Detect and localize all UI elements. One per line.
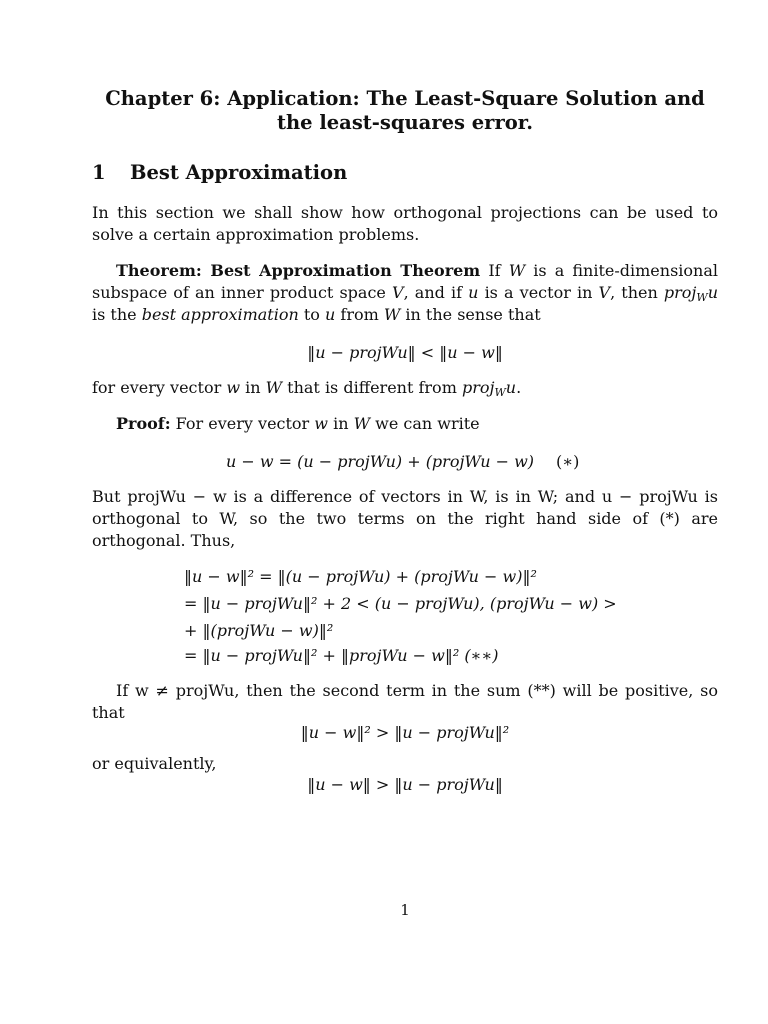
section-title: Best Approximation <box>130 161 348 184</box>
math-symbol: W <box>265 378 283 397</box>
math-symbol: W <box>353 414 371 433</box>
theorem-paragraph <box>92 260 718 326</box>
emphasis-text: best approximation <box>141 305 299 324</box>
body-text: For every vector <box>170 414 315 433</box>
derivation-line: ‖u − w‖² = ‖(u − projWu) + (projWu − w)‖² <box>184 567 537 586</box>
theorem-text: , then <box>610 283 664 302</box>
math-symbol: u <box>505 378 517 397</box>
theorem-text: , and if <box>403 283 469 302</box>
theorem-text: in the sense that <box>400 305 541 324</box>
page-number: 1 <box>400 901 410 919</box>
derivation-line: = ‖u − projWu‖² + ‖projWu − w‖² (∗∗) <box>184 646 499 665</box>
math-symbol: u <box>325 305 336 324</box>
proof-label: Proof: <box>116 414 171 433</box>
theorem-text: is a vector in <box>478 283 599 302</box>
derivation-line: + ‖(projWu − w)‖² <box>184 621 334 640</box>
equation-tag: (∗) <box>556 452 580 471</box>
after-equation-text <box>92 377 718 399</box>
math-symbol: proj <box>663 283 697 302</box>
chapter-title: Chapter 6: Application: The Least-Square Solution and the least-squares error. <box>105 87 705 134</box>
body-text: . <box>516 378 522 397</box>
intro-paragraph: In this section we shall show how orthogonal projections can be used to solve a certain approximation problems. <box>92 203 718 244</box>
math-symbol: W <box>383 305 401 324</box>
equation-best-approx: ‖u − projWu‖ < ‖u − w‖ <box>307 343 503 362</box>
body-text: in <box>240 378 266 397</box>
section-number: 1 <box>92 161 106 184</box>
equation-final-inequality: ‖u − w‖ > ‖u − projWu‖ <box>307 775 503 794</box>
equation-squared-inequality: ‖u − w‖² > ‖u − projWu‖² <box>300 723 510 742</box>
math-subscript: W <box>494 386 506 399</box>
theorem-text: is a finite-dimensional subspace of an inner product space <box>92 261 719 302</box>
body-text: we can write <box>370 414 480 433</box>
body-text: for every vector <box>92 378 227 397</box>
orthogonality-paragraph: But projWu − w is a difference of vectors in W, is in W; and u − projWu is orthogonal to W, so the two terms on the right hand side of (*) are orthogonal. Thus, <box>92 487 718 550</box>
derivation-line: = ‖u − projWu‖² + 2 < (u − projWu), (projWu − w) > <box>184 594 617 613</box>
theorem-text: to <box>298 305 326 324</box>
theorem-text: is the <box>92 305 142 324</box>
theorem-label: Theorem: Best Approximation Theorem <box>116 261 481 280</box>
proof-paragraph <box>92 413 718 435</box>
body-text: in <box>328 414 354 433</box>
math-symbol: w <box>226 378 241 397</box>
body-text: that is different from <box>282 378 462 397</box>
math-symbol: w <box>314 414 328 433</box>
math-symbol: W <box>508 261 526 280</box>
theorem-text: If <box>480 261 509 280</box>
or-equivalently-text: or equivalently, <box>92 754 217 773</box>
equation-decomposition: u − w = (u − projWu) + (projWu − w) <box>226 452 535 471</box>
math-subscript: W <box>696 291 708 304</box>
math-symbol: V <box>598 283 611 302</box>
math-symbol: proj <box>461 378 495 397</box>
theorem-text: from <box>335 305 384 324</box>
math-symbol: u <box>707 283 719 302</box>
math-symbol: u <box>468 283 479 302</box>
conclusion-paragraph: If w ≠ projWu, then the second term in the sum (**) will be positive, so that <box>92 681 718 722</box>
math-symbol: V <box>392 283 404 302</box>
